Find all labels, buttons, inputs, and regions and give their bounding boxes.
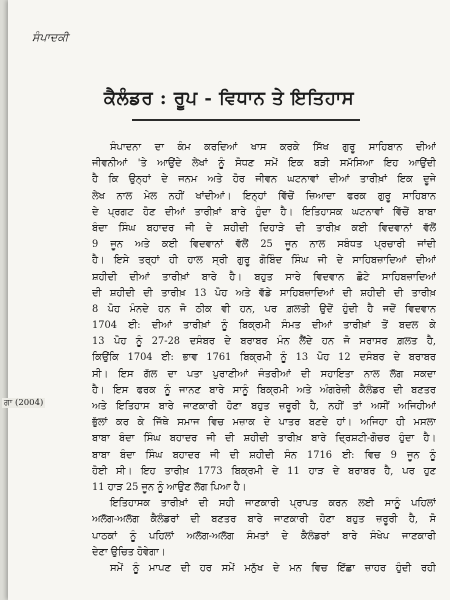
section-label: ਸੰਪਾਦਕੀ (32, 31, 69, 44)
body-line: ਭੁੱਲਾਂ ਕਰ ਕੇ ਜਿੱਥੇ ਸਮਾਜ ਵਿਚ ਮਜ਼ਾਕ ਦੇ ਪਾਤਰ ਬਣਦੇ ਹਾਂ। ਅਜਿਹਾ ਹੀ ਮਸਲਾ (92, 417, 436, 429)
body-line: ਸਮੇਂ ਨੂੰ ਮਾਪਣ ਦੀ ਹਰ ਸਮੇਂ ਮਨੁੱਖ ਦੇ ਮਨ ਵਿਚ ਇੱਛਾ ਜ਼ਾਹਰ ਹੁੰਦੀ ਰਹੀ (110, 562, 436, 574)
body-line: ਸ਼ਹੀਦੀ ਦੀਆਂ ਤਾਰੀਖ਼ਾਂ ਬਾਰੇ ਹੈ। ਬਹੁਤ ਸਾਰੇ ਵਿਦਵਾਨ ਛੋਟੇ ਸਾਹਿਬਜ਼ਾਦਿਆਂ (92, 271, 436, 283)
body-line: ਅਤੇ ਇਤਿਹਾਸ ਬਾਰੇ ਜਾਣਕਾਰੀ ਹੋਣਾ ਬਹੁਤ ਜ਼ਰੂਰੀ ਹੈ, ਨਹੀਂ ਤਾਂ ਅਸੀਂ ਅਜਿਹੀਆਂ (92, 401, 436, 412)
body-line: ਕਿਉਂਕਿ 1704 ਈ: ਭਾਵ 1761 ਬਿਕ੍ਰਮੀ ਨੂੰ 13 ਪੋਹ 12 ਦਸੰਬਰ ਦੇ ਬਰਾਬਰ (92, 352, 436, 364)
body-line: ਦੇਣਾ ਉਚਿਤ ਹੋਵੇਗਾ। (92, 546, 166, 558)
body-line: 8 ਪੋਹ ਮੰਨਦੇ ਹਨ ਜੋ ਠੀਕ ਵੀ ਹਨ, ਪਰ ਗ਼ਲਤੀ ਉਦੋਂ ਹੁੰਦੀ ਹੈ ਜਦੋਂ ਵਿਦਵਾਨ (92, 303, 436, 315)
book-page (8, 0, 450, 600)
body-line: ਪਾਠਕਾਂ ਨੂੰ ਪਹਿਲਾਂ ਅਲੱਗ-ਅਲੱਗ ਸੰਮਤਾਂ ਦੇ ਕੈਲੰਡਰਾਂ ਬਾਰੇ ਸੰਖੇਪ ਜਾਣਕਾਰੀ (92, 530, 436, 542)
body-line: 9 ਜੂਨ ਅਤੇ ਕਈ ਵਿਦਵਾਨਾਂ ਵੱਲੋਂ 25 ਜੂਨ ਨਾਲ ਸਬੰਧਤ ਪ੍ਰਚਾਰੀ ਜਾਂਦੀ (92, 239, 436, 251)
title-underline (132, 119, 360, 121)
article-title: ਕੈਲੰਡਰ : ਰੂਪ - ਵਿਧਾਨ ਤੇ ਇਤਿਹਾਸ (103, 88, 355, 109)
body-line: ਬਾਬਾ ਬੰਦਾ ਸਿੰਘ ਬਹਾਦਰ ਜੀ ਦੀ ਸ਼ਹੀਦੀ ਤਾਰੀਖ਼ ਬਾਰੇ ਦ੍ਰਿਸ਼ਟੀ-ਗੋਚਰ ਹੁੰਦਾ ਹੈ। (92, 433, 436, 445)
body-line: 1704 ਈ: ਦੀਆਂ ਤਾਰੀਖ਼ਾਂ ਨੂੰ ਬਿਕ੍ਰਮੀ ਸੰਮਤ ਦੀਆਂ ਤਾਰੀਖ਼ਾਂ ਤੋਂ ਬਦਲ ਕੇ (92, 320, 436, 332)
body-line: 13 ਪੋਹ ਨੂੰ 27-28 ਦਸੰਬਰ ਦੇ ਬਰਾਬਰ ਮੰਨ ਲੈਂਦੇ ਹਨ ਜੋ ਸਰਾਸਰ ਗ਼ਲਤ ਹੈ, (92, 336, 436, 348)
body-line: ਲੇਖ ਨਾਲ ਮੇਲ ਨਹੀਂ ਖਾਂਦੀਆਂ। ਇਨ੍ਹਾਂ ਵਿੱਚੋਂ ਜ਼ਿਆਦਾ ਫਰਕ ਗੁਰੂ ਸਾਹਿਬਾਨ (92, 190, 436, 202)
body-line: ਹੈ। ਇਸੇ ਤਰ੍ਹਾਂ ਹੀ ਹਾਲ ਸ੍ਰੀ ਗੁਰੂ ਗੋਬਿੰਦ ਸਿੰਘ ਜੀ ਦੇ ਸਾਹਿਬਜ਼ਾਦਿਆਂ ਦੀਆਂ (92, 255, 436, 267)
body-line: ਸੰਪਾਦਨਾ ਦਾ ਕੰਮ ਕਰਦਿਆਂ ਖਾਸ ਕਰਕੇ ਸਿੱਖ ਗੁਰੂ ਸਾਹਿਬਾਨ ਦੀਆਂ (110, 142, 436, 153)
body-line: ਦੀ ਸ਼ਹੀਦੀ ਦੀ ਤਾਰੀਖ਼ 13 ਪੋਹ ਅਤੇ ਵੱਡੇ ਸਾਹਿਬਜ਼ਾਦਿਆਂ ਦੀ ਸ਼ਹੀਦੀ ਦੀ ਤਾਰੀਖ਼ (92, 287, 436, 299)
body-line: ਜੀਵਨੀਆਂ 'ਤੇ ਆਉਂਦੇ ਲੇਖਾਂ ਨੂੰ ਸੋਧਣ ਸਮੇਂ ਇਕ ਬੜੀ ਸਮੱਸਿਆ ਇਹ ਆਉਂਦੀ (92, 158, 436, 170)
body-line: 11 ਹਾੜ 25 ਜੂਨ ਨੂੰ ਆਉਣ ਲੱਗ ਪਿਆ ਹੈ। (92, 481, 247, 493)
body-line: ਹੈ ਕਿ ਉਨ੍ਹਾਂ ਦੇ ਜਨਮ ਅਤੇ ਹੋਰ ਜੀਵਨ ਘਟਨਾਵਾਂ ਦੀਆਂ ਤਾਰੀਖ਼ਾਂ ਇਕ ਦੂਜੇ (92, 174, 436, 186)
body-line: ਇਤਿਹਾਸਕ ਤਾਰੀਖ਼ਾਂ ਦੀ ਸਹੀ ਜਾਣਕਾਰੀ ਪ੍ਰਾਪਤ ਕਰਨ ਲਈ ਸਾਨੂੰ ਪਹਿਲਾਂ (110, 498, 436, 510)
body-line: ਦੇ ਪ੍ਰਗਟ ਹੋਣ ਦੀਆਂ ਤਾਰੀਖ਼ਾਂ ਬਾਰੇ ਹੁੰਦਾ ਹੈ। ਇਤਿਹਾਸਕ ਘਟਨਾਵਾਂ ਵਿੱਚੋਂ ਬਾਬਾ (92, 206, 436, 218)
body-line: ਹੈ। ਇਸ ਫਰਕ ਨੂੰ ਜਾਨਣ ਬਾਰੇ ਸਾਨੂੰ ਬਿਕ੍ਰਮੀ ਅਤੇ ਅੰਗਰੇਜ਼ੀ ਕੈਲੰਡਰ ਦੀ ਬਣਤਰ (92, 384, 436, 396)
body-line: ਬੰਦਾ ਸਿੰਘ ਬਹਾਦਰ ਜੀ ਦੇ ਸ਼ਹੀਦੀ ਦਿਹਾੜੇ ਦੀ ਤਾਰੀਖ਼ ਕਈ ਵਿਦਵਾਨਾਂ ਵੱਲੋਂ (92, 222, 436, 234)
article-body (92, 140, 436, 577)
body-line: ਸੀ। ਇਸ ਗੱਲ ਦਾ ਪਤਾ ਪੁਰਾਣੀਆਂ ਜੰਤਰੀਆਂ ਦੀ ਸਹਾਇਤਾ ਨਾਲ ਲੱਗ ਸਕਦਾ (92, 368, 436, 380)
body-line: ਹੋਈ ਸੀ। ਇਹ ਤਾਰੀਖ਼ 1773 ਬਿਕ੍ਰਮੀ ਦੇ 11 ਹਾੜ ਦੇ ਬਰਾਬਰ ਹੈ, ਪਰ ਹੁਣ (92, 465, 436, 477)
facing-page-fragment: ਗਾ (2004) (4, 398, 44, 408)
body-line: ਬਾਬਾ ਬੰਦਾ ਸਿੰਘ ਬਹਾਦਰ ਜੀ ਦੀ ਸ਼ਹੀਦੀ ਸੰਨ 1716 ਈ: ਵਿਚ 9 ਜੂਨ ਨੂੰ (92, 449, 436, 461)
body-line: ਅਲੱਗ-ਅਲੱਗ ਕੈਲੰਡਰਾਂ ਦੀ ਬਣਤਰ ਬਾਰੇ ਜਾਣਕਾਰੀ ਹੋਣਾ ਬਹੁਤ ਜ਼ਰੂਰੀ ਹੈ, ਸੋ (92, 514, 436, 526)
